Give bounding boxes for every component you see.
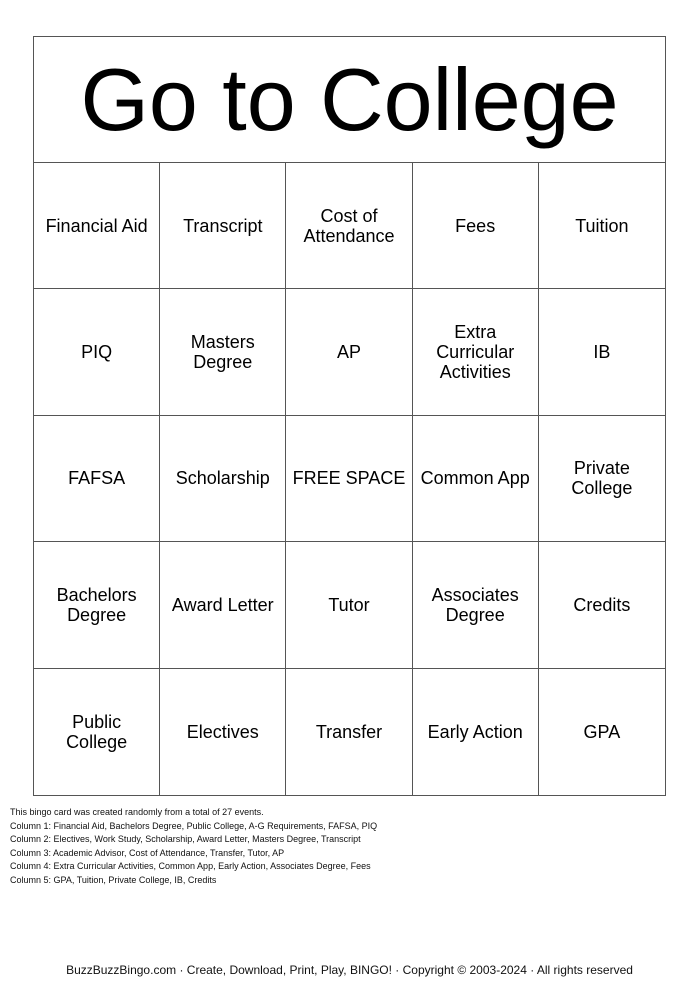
cell-text: Public College [66,711,128,752]
title-row [34,37,665,163]
cell-text: Cost of Attendance [303,205,395,246]
cell-text: FREE SPACE [292,468,406,489]
card-title: Go to College [80,49,619,149]
bingo-cell [286,669,412,795]
bingo-cell [539,669,665,795]
cell-text: Extra Curricular Activities [436,322,515,383]
bingo-cell [160,669,286,795]
notes-column-1: Column 1: Financial Aid, Bachelors Degree, Public College, A-G Requirements, FAFSA, PIQ [10,820,378,831]
bingo-cell [34,163,160,289]
bingo-grid [34,163,665,795]
notes-column-3: Column 3: Academic Advisor, Cost of Attendance, Transfer, Tutor, AP [10,847,285,858]
notes-summary: This bingo card was created randomly from a total of 27 events. [10,807,264,817]
bingo-cell [160,416,286,542]
cell-text: Early Action [427,721,523,742]
bingo-cell [286,163,412,289]
cell-text: Credits [573,594,631,615]
bingo-cell [34,289,160,415]
notes-column-5: Column 5: GPA, Tuition, Private College, IB, Credits [10,874,217,885]
cell-text: GPA [583,721,621,742]
bingo-cell [286,289,412,415]
cell-text: Transcript [183,215,263,236]
bingo-cell [539,163,665,289]
cell-text: Masters Degree [190,332,255,373]
cell-text: IB [593,342,611,363]
bingo-cell [539,289,665,415]
notes-column-4: Column 4: Extra Curricular Activities, Common App, Early Action, Associates Degree, Fees [10,861,371,871]
free-space-cell [286,416,412,542]
cell-text: PIQ [81,342,113,363]
bingo-cell [413,416,539,542]
cell-text: AP [336,342,361,363]
bingo-card [33,36,666,796]
bingo-cell [160,163,286,289]
bingo-cell [413,289,539,415]
bingo-cell [539,542,665,668]
bingo-cell [413,542,539,668]
cell-text: Bachelors Degree [56,584,137,625]
cell-text: Financial Aid [45,215,148,236]
card-notes [10,806,690,887]
page-footer: BuzzBuzzBingo.com · Create, Download, Print, Play, BINGO! · Copyright © 2003-2024 · All rights reserved [66,963,633,977]
cell-text: Transfer [315,721,383,742]
cell-text: Scholarship [175,468,270,489]
cell-text: Award Letter [171,594,274,615]
bingo-cell [286,542,412,668]
cell-text: Tutor [328,594,370,615]
bingo-cell [34,669,160,795]
cell-text: Private College [571,458,633,499]
bingo-cell [160,542,286,668]
cell-text: Common App [420,468,530,489]
bingo-cell [34,416,160,542]
cell-text: Electives [186,721,259,742]
cell-text: FAFSA [68,468,126,489]
bingo-cell [413,163,539,289]
bingo-cell [160,289,286,415]
cell-text: Associates Degree [431,584,519,625]
notes-column-2: Column 2: Electives, Work Study, Scholarship, Award Letter, Masters Degree, Transcript [10,834,361,844]
bingo-cell [539,416,665,542]
bingo-cell [34,542,160,668]
cell-text: Tuition [575,215,629,236]
cell-text: Fees [455,215,496,236]
bingo-cell [413,669,539,795]
